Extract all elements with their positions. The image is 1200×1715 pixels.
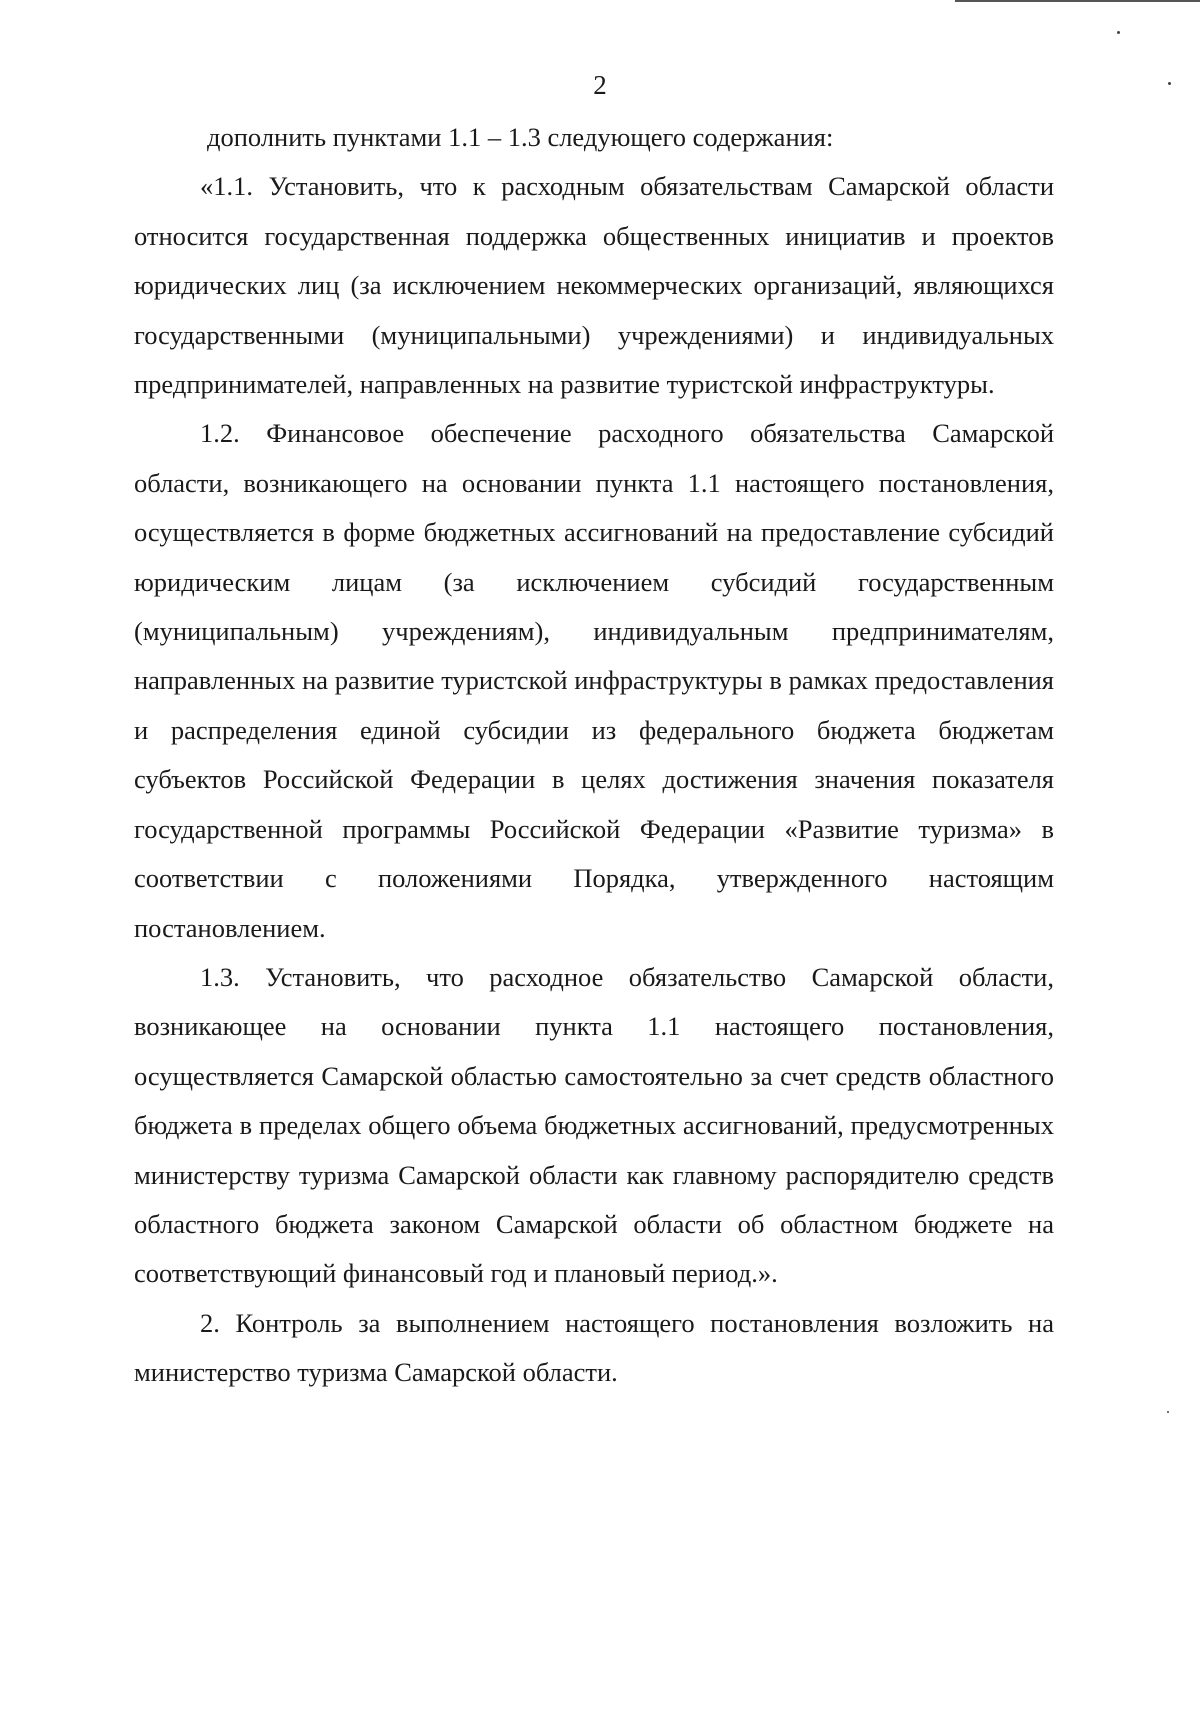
scan-artifact-speck [1117, 31, 1120, 34]
page-number: 2 [593, 70, 607, 100]
paragraph-2: 2. Контроль за выполнением настоящего постановления возложить на министерство туризма Самарской области. [134, 1307, 1054, 1388]
document-body [134, 113, 1054, 1398]
paragraph-1-1: «1.1. Установить, что к расходным обязательствам Самарской области относится государственная поддержка общественных инициатив и проектов юридических лиц (за исключением некоммерческих организаций, являющихся государственными (муниципальными) учреждениями) и индивидуальных предпринимателей, направленных на развитие туристской инфраструктуры. [134, 171, 1054, 400]
scan-artifact-speck [1167, 1411, 1169, 1413]
paragraph-1-3: 1.3. Установить, что расходное обязательство Самарской области, возникающее на основании пункта 1.1 настоящего постановления, осуществляется Самарской областью самостоятельно за счет средств областного бюджета в пределах общего объема бюджетных ассигнований, предусмотренных министерству туризма Самарской области как главному распорядителю средств областного бюджета законом Самарской области об областном бюджете на соответствующий финансовый год и плановый период.». [134, 961, 1054, 1289]
scan-artifact-line [955, 0, 1200, 2]
paragraph-intro: дополнить пунктами 1.1 – 1.3 следующего содержания: [207, 122, 834, 152]
paragraph-1-2: 1.2. Финансовое обеспечение расходного обязательства Самарской области, возникающего на основании пункта 1.1 настоящего постановления, осуществляется в форме бюджетных ассигнований на предоставление субсидий юридическим лицам (за исключением субсидий государственным (муниципальным) учреждениям), индивидуальным предпринимателям, направленных на развитие туристской инфраструктуры в рамках предоставления и распределения единой субсидии из федерального бюджета бюджетам субъектов Российской Федерации в целях достижения значения показателя государственной программы Российской Федерации «Развитие туризма» в соответствии с положениями Порядка, утвержденного настоящим постановлением. [134, 418, 1054, 943]
